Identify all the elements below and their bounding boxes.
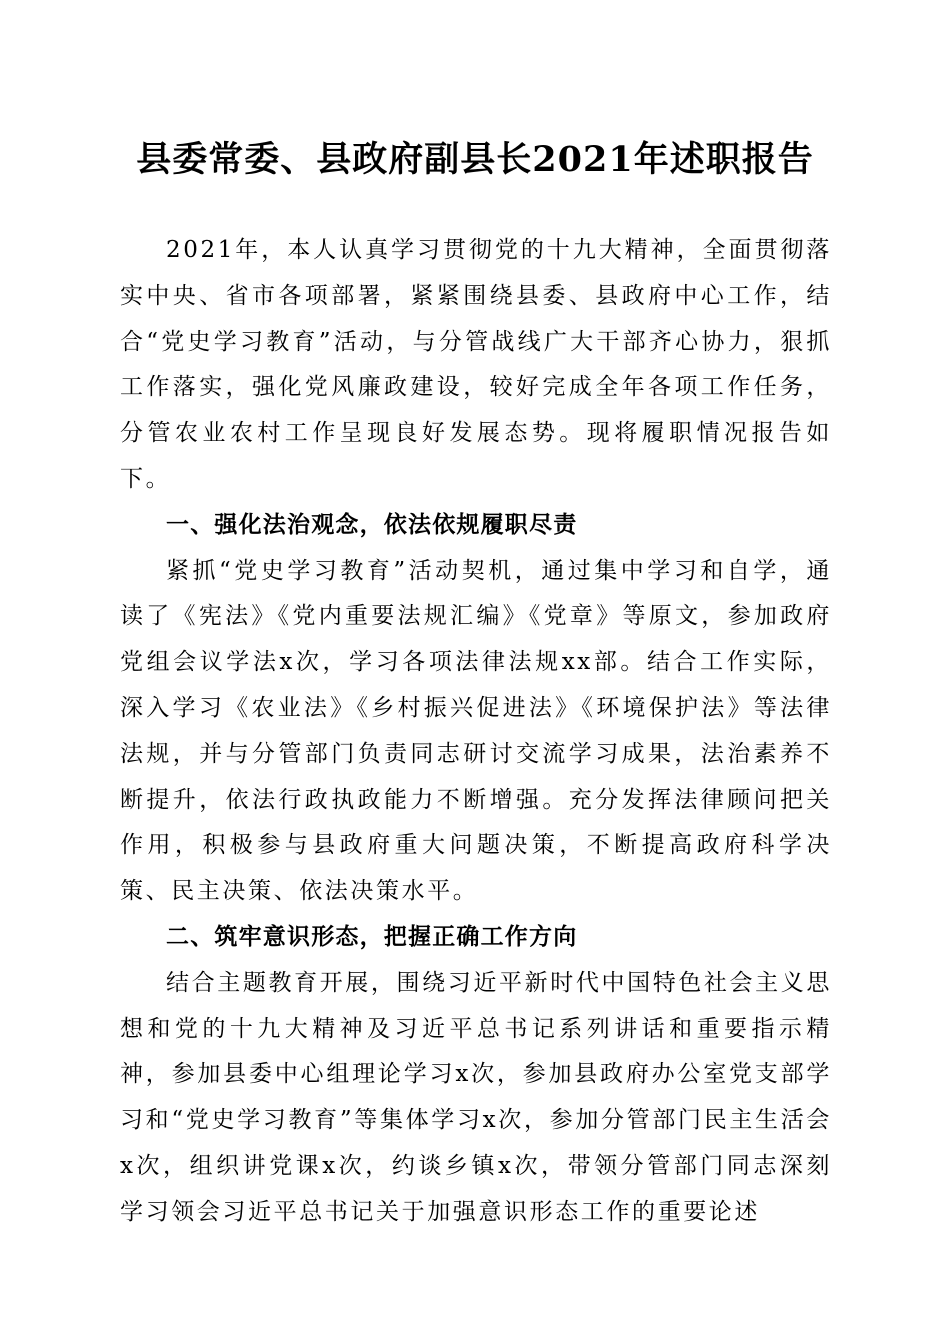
document-title: 县委常委、县政府副县长2021年述职报告 xyxy=(136,139,814,180)
section-heading-1: 一、强化法治观念，依法依规履职尽责 xyxy=(166,511,578,538)
section-1-paragraph: 紧抓“党史学习教育”活动契机，通过集中学习和自学，通读了《宪法》《党内重要法规汇编》《党章》等原文，参加政府党组会议学法x次，学习各项法律法规xx部。结合工作实际，深入学习《农业法》《乡村振兴促进法》《环境保护法》等法律法规，并与分管部门负责同志研讨交流学习成果，法治素养不断提升，依法行政执政能力不断增强。充分发挥法律顾问把关作用，积极参与县政府重大问题决策，不断提高政府科学决策、民主决策、依法决策水平。 xyxy=(120,557,832,905)
section-2-paragraph: 结合主题教育开展，围绕习近平新时代中国特色社会主义思想和党的十九大精神及习近平总书记系列讲话和重要指示精神，参加县委中心组理论学习x次，参加县政府办公室党支部学习和“党史学习教育”等集体学习x次，参加分管部门民主生活会x次，组织讲党课x次，约谈乡镇x次，带领分管部门同志深刻学习领会习近平总书记关于加强意识形态工作的重要论述 xyxy=(120,969,832,1225)
intro-paragraph: 2021年，本人认真学习贯彻党的十九大精神，全面贯彻落实中央、省市各项部署，紧紧围绕县委、县政府中心工作，结合“党史学习教育”活动，与分管战线广大干部齐心协力，狠抓工作落实，强化党风廉政建设，较好完成全年各项工作任务，分管农业农村工作呈现良好发展态势。现将履职情况报告如下。 xyxy=(120,237,832,492)
section-heading-2: 二、筑牢意识形态，把握正确工作方向 xyxy=(166,923,578,950)
document-body xyxy=(120,228,832,1236)
